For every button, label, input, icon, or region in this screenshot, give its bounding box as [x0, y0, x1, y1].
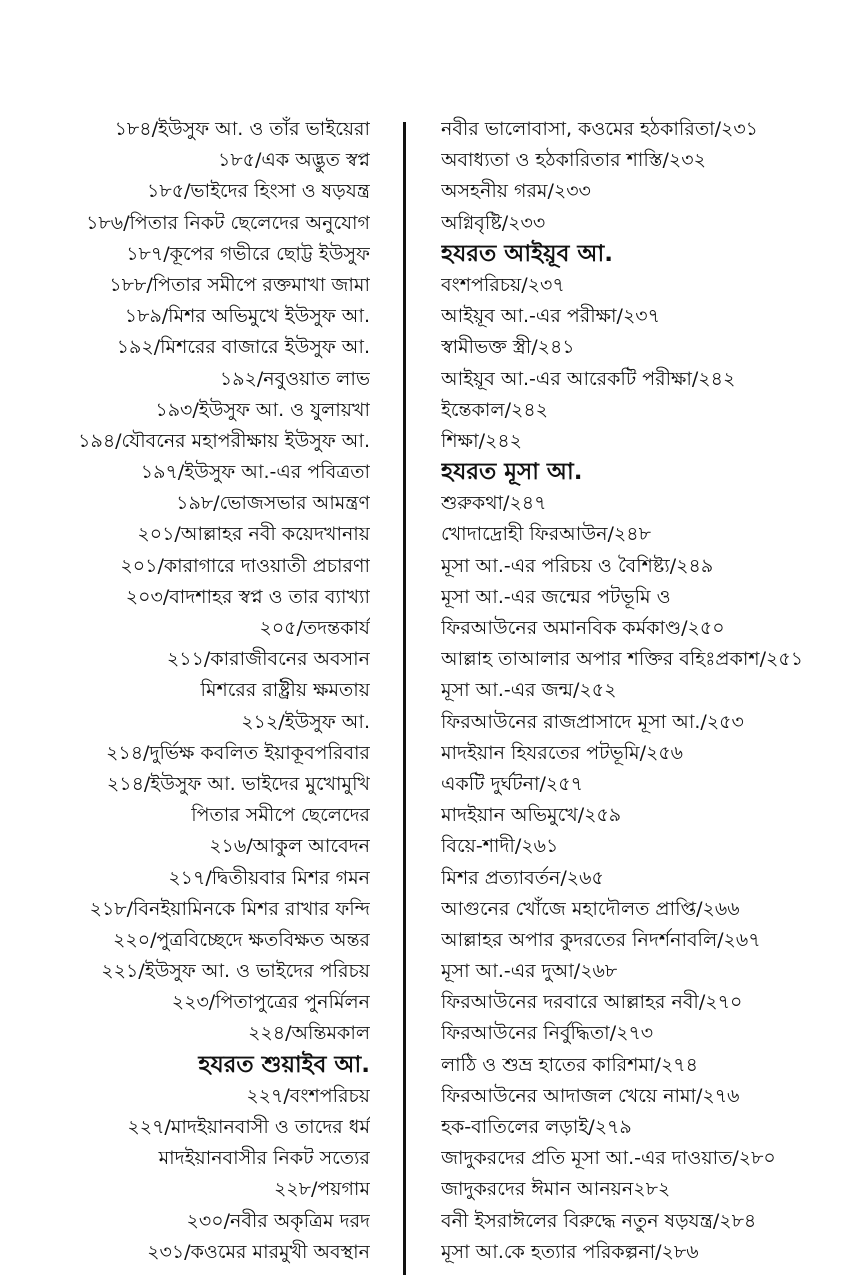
toc-entry: ২২৩/পিতাপুত্রের পুনর্মিলন	[171, 991, 370, 1014]
toc-entry: অগ্নিবৃষ্টি/২৩৩	[441, 211, 546, 234]
toc-entry: মিশরের রাষ্ট্রীয় ক্ষমতায়	[200, 679, 370, 702]
toc-entry: ফিরআউনের আদাজল খেয়ে নামা/২৭৬	[441, 1084, 740, 1107]
toc-entry: নবীর ভালোবাসা, কওমের হঠকারিতা/২৩১	[441, 118, 759, 140]
toc-entry: ১৮৯/মিশর অভিমুখে ইউসুফ আ.	[124, 305, 370, 328]
toc-right-column	[441, 114, 861, 1268]
toc-entry: মূসা আ.-এর জন্ম/২৫২	[441, 679, 617, 702]
toc-entry: মিশর প্রত্যাবর্তন/২৬৫	[441, 866, 604, 889]
toc-entry: ১৯২/নবুওয়াত লাভ	[219, 367, 370, 390]
toc-entry: ১৮৬/পিতার নিকট ছেলেদের অনুযোগ	[86, 211, 370, 234]
toc-entry: মাদইয়ান অভিমুখে/২৫৯	[441, 804, 622, 827]
toc-entry: ১৯৩/ইউসুফ আ. ও যুলায়খা	[155, 398, 370, 421]
section-heading: হযরত শুয়াইব আ.	[198, 1051, 370, 1078]
toc-entry: আগুনের খোঁজে মহাদৌলত প্রাপ্তি/২৬৬	[441, 897, 740, 920]
toc-entry: খোদাদ্রোহী ফিরআউন/২৪৮	[441, 523, 651, 546]
toc-entry: ফিরআউনের নির্বুদ্ধিতা/২৭৩	[441, 1022, 654, 1045]
toc-entry: বংশপরিচয়/২৩৭	[441, 273, 565, 296]
toc-entry: ২২৭/বংশপরিচয়	[246, 1084, 370, 1107]
toc-entry: ১৮৮/পিতার সমীপে রক্তমাখা জামা	[109, 273, 370, 296]
section-heading: হযরত আইয়ূব আ.	[441, 240, 613, 267]
toc-entry: ফিরআউনের দরবারে আল্লাহর নবী/২৭০	[441, 991, 743, 1014]
toc-entry: ফিরআউনের রাজপ্রাসাদে মূসা আ./২৫৩	[441, 710, 744, 733]
toc-entry: মূসা আ.-এর জন্মের পটভূমি ও	[441, 585, 671, 608]
toc-entry: মূসা আ.-এর পরিচয় ও বৈশিষ্ট্য/২৪৯	[441, 554, 714, 577]
toc-entry: ২২৭/মাদইয়ানবাসী ও তাদের ধর্ম	[127, 1116, 370, 1138]
toc-entry: ফিরআউনের অমানবিক কর্মকাণ্ড/২৫০	[441, 617, 725, 639]
toc-entry: লাঠি ও শুভ্র হাতের কারিশমা/২৭৪	[441, 1053, 698, 1076]
toc-entry: স্বামীভক্ত স্ত্রী/২৪১	[441, 336, 575, 359]
toc-entry: ১৯৭/ইউসুফ আ.-এর পবিত্রতা	[140, 461, 370, 484]
toc-entry: মূসা আ.কে হত্যার পরিকল্পনা/২৮৬	[441, 1240, 699, 1263]
toc-entry: ২২৮/পয়গাম	[273, 1178, 370, 1201]
toc-entry: ২৩১/কওমের মারমুখী অবস্থান	[147, 1240, 370, 1263]
toc-entry: ১৯২/মিশরের বাজারে ইউসুফ আ.	[116, 336, 370, 359]
toc-entry: আল্লাহর অপার কুদরতের নিদর্শনাবলি/২৬৭	[441, 928, 761, 951]
toc-entry: ২২০/পুত্রবিচ্ছেদে ক্ষতবিক্ষত অন্তর	[113, 928, 370, 951]
toc-entry: ২০৩/বাদশাহর স্বপ্ন ও তার ব্যাখ্যা	[125, 585, 370, 608]
toc-entry: ২৩০/নবীর অকৃত্রিম দরদ	[186, 1209, 370, 1232]
section-heading: হযরত মূসা আ.	[441, 459, 583, 486]
toc-entry: ইন্তেকাল/২৪২	[441, 398, 549, 421]
toc-entry: ২১৪/দুর্ভিক্ষ কবলিত ইয়াকূবপরিবার	[106, 741, 370, 764]
toc-entry: ২২১/ইউসুফ আ. ও ভাইদের পরিচয়	[101, 960, 370, 983]
toc-entry: ২০১/কারাগারে দাওয়াতী প্রচারণা	[120, 554, 370, 577]
toc-entry: ২১৪/ইউসুফ আ. ভাইদের মুখোমুখি	[106, 772, 370, 795]
toc-entry: ২১৭/দ্বিতীয়বার মিশর গমন	[168, 866, 370, 889]
toc-entry: মূসা আ.-এর দুআ/২৬৮	[441, 960, 618, 983]
toc-entry: ১৯৮/ভোজসভার আমন্ত্রণ	[176, 492, 370, 515]
toc-entry: আইয়ূব আ.-এর আরেকটি পরীক্ষা/২৪২	[441, 367, 736, 390]
toc-entry: ১৮৫/ভাইদের হিংসা ও ষড়যন্ত্র	[147, 180, 370, 203]
toc-entry: ২১২/ইউসুফ আ.	[241, 710, 370, 733]
toc-entry: ২২৪/অন্তিমকাল	[248, 1022, 370, 1045]
toc-entry: শিক্ষা/২৪২	[441, 429, 523, 452]
toc-entry: ১৮৭/কূপের গভীরে ছোট্ট ইউসুফ	[126, 242, 370, 265]
toc-entry: ২১৮/বিনইয়ামিনকে মিশর রাখার ফন্দি	[89, 897, 370, 920]
toc-entry: অবাধ্যতা ও হঠকারিতার শাস্তি/২৩২	[441, 149, 706, 172]
toc-entry: বনী ইসরাঈলের বিরুদ্ধে নতুন ষড়যন্ত্র/২৮৪	[441, 1209, 757, 1232]
toc-entry: অসহনীয় গরম/২৩৩	[441, 180, 591, 203]
toc-entry: ১৯৪/যৌবনের মহাপরীক্ষায় ইউসুফ আ.	[78, 429, 370, 452]
toc-left-column	[10, 114, 370, 1268]
toc-entry: শুরুকথা/২৪৭	[441, 492, 547, 515]
toc-entry: পিতার সমীপে ছেলেদের	[191, 804, 370, 827]
toc-entry: ১৮৪/ইউসুফ আ. ও তাঁর ভাইয়েরা	[114, 118, 370, 140]
toc-entry: ২০৫/তদন্তকার্য	[259, 617, 370, 639]
toc-entry: জাদুকরদের প্রতি মূসা আ.-এর দাওয়াত/২৮০	[441, 1147, 776, 1170]
toc-entry: ২০১/আল্লাহর নবী কয়েদখানায়	[137, 523, 370, 546]
toc-entry: মাদইয়ান হিযরতের পটভূমি/২৫৬	[441, 741, 684, 764]
toc-entry: ১৮৫/এক অদ্ভুত স্বপ্ন	[218, 149, 370, 172]
toc-entry: বিয়ে-শাদী/২৬১	[441, 835, 559, 858]
toc-entry: হক-বাতিলের লড়াই/২৭৯	[441, 1116, 632, 1138]
toc-entry: আল্লাহ তাআলার অপার শক্তির বহিঃপ্রকাশ/২৫১	[441, 648, 804, 671]
toc-entry: জাদুকরদের ঈমান আনয়ন২৮২	[441, 1178, 671, 1201]
toc-entry: ২১১/কারাজীবনের অবসান	[166, 648, 370, 671]
toc-entry: ২১৬/আকুল আবেদন	[209, 835, 370, 858]
column-divider	[403, 122, 406, 1275]
toc-entry: আইয়ূব আ.-এর পরীক্ষা/২৩৭	[441, 305, 661, 328]
toc-entry: একটি দুর্ঘটনা/২৫৭	[441, 772, 583, 795]
toc-entry: মাদইয়ানবাসীর নিকট সত্যের	[158, 1147, 370, 1170]
